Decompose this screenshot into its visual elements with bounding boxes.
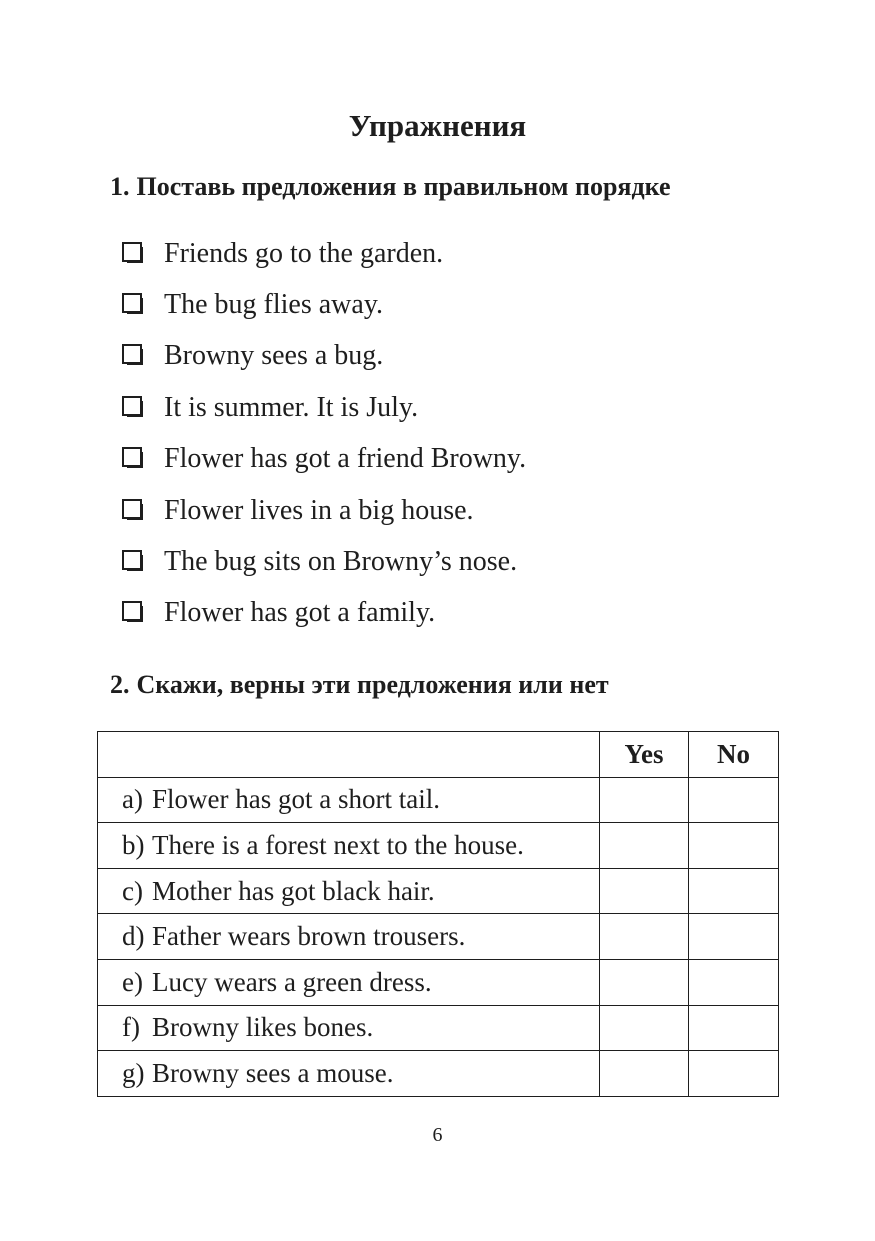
list-item — [122, 331, 526, 382]
table-row — [98, 1051, 779, 1097]
checkbox-icon[interactable] — [122, 396, 142, 416]
checkbox-icon[interactable] — [122, 344, 142, 364]
page-title: Упражнения — [348, 108, 527, 143]
no-cell[interactable] — [689, 959, 779, 1005]
checkbox-icon[interactable] — [122, 601, 142, 621]
statement-letter: g) — [122, 1057, 145, 1088]
list-item — [122, 228, 526, 279]
checkbox-icon[interactable] — [122, 550, 142, 570]
list-item — [122, 485, 526, 536]
sentence-text: Flower lives in a big house. — [164, 494, 474, 526]
exercise-2-heading — [110, 670, 609, 700]
statement-letter: f) — [122, 1012, 140, 1043]
table-header-row — [98, 732, 779, 778]
exercise-2-number: 2. — [110, 670, 130, 699]
statement-cell — [98, 823, 600, 869]
statement-text: Father wears brown trousers. — [152, 921, 466, 952]
header-yes: Yes — [600, 732, 689, 778]
checkbox-icon[interactable] — [122, 499, 142, 519]
list-item — [122, 382, 526, 433]
statement-text: Mother has got black hair. — [152, 875, 435, 906]
no-cell[interactable] — [689, 868, 779, 914]
statement-text: Lucy wears a green dress. — [152, 966, 432, 997]
checkbox-icon[interactable] — [122, 242, 142, 262]
list-item — [122, 434, 526, 485]
statement-text: Browny likes bones. — [152, 1012, 374, 1043]
yes-cell[interactable] — [600, 1005, 689, 1051]
list-item — [122, 588, 526, 639]
header-no: No — [689, 732, 779, 778]
table-row — [98, 1005, 779, 1051]
sentence-text: It is summer. It is July. — [164, 391, 419, 423]
table-row — [98, 868, 779, 914]
statement-letter: e) — [122, 966, 143, 997]
yes-cell[interactable] — [600, 823, 689, 869]
no-cell[interactable] — [689, 777, 779, 823]
no-cell[interactable] — [689, 1005, 779, 1051]
no-cell[interactable] — [689, 1051, 779, 1097]
true-false-table — [97, 731, 779, 1097]
list-item — [122, 279, 526, 330]
statement-cell — [98, 868, 600, 914]
statement-cell — [98, 1005, 600, 1051]
statement-cell — [98, 914, 600, 960]
table-row — [98, 914, 779, 960]
sentence-list — [122, 228, 526, 639]
checkbox-icon[interactable] — [122, 447, 142, 467]
statement-cell — [98, 1051, 600, 1097]
sentence-text: Browny sees a bug. — [164, 340, 384, 372]
statement-text: Browny sees a mouse. — [152, 1057, 394, 1088]
sentence-text: Friends go to the garden. — [164, 237, 444, 269]
checkbox-icon[interactable] — [122, 293, 142, 313]
yes-cell[interactable] — [600, 914, 689, 960]
sentence-text: The bug flies away. — [164, 289, 383, 321]
table-row — [98, 777, 779, 823]
statement-letter: b) — [122, 829, 145, 860]
yes-cell[interactable] — [600, 959, 689, 1005]
statement-text: There is a forest next to the house. — [152, 829, 524, 860]
statement-text: Flower has got a short tail. — [152, 784, 440, 815]
yes-cell[interactable] — [600, 777, 689, 823]
page-number: 6 — [432, 1124, 443, 1146]
no-cell[interactable] — [689, 823, 779, 869]
sentence-text: The bug sits on Browny’s nose. — [164, 546, 518, 578]
exercise-1-heading-text: Поставь предложения в правильном порядке — [136, 172, 671, 201]
table-row — [98, 959, 779, 1005]
sentence-text: Flower has got a friend Browny. — [164, 443, 527, 475]
yes-cell[interactable] — [600, 1051, 689, 1097]
list-item — [122, 536, 526, 587]
header-statement — [98, 732, 600, 778]
yes-cell[interactable] — [600, 868, 689, 914]
table-row — [98, 823, 779, 869]
statement-letter: a) — [122, 784, 143, 815]
no-cell[interactable] — [689, 914, 779, 960]
exercise-2-heading-text: Скажи, верны эти предложения или нет — [136, 670, 609, 699]
sentence-text: Flower has got a family. — [164, 597, 436, 629]
statement-cell — [98, 777, 600, 823]
exercise-1-heading — [110, 172, 671, 202]
exercise-1-number: 1. — [110, 172, 130, 201]
statement-cell — [98, 959, 600, 1005]
statement-letter: c) — [122, 875, 143, 906]
statement-letter: d) — [122, 921, 145, 952]
